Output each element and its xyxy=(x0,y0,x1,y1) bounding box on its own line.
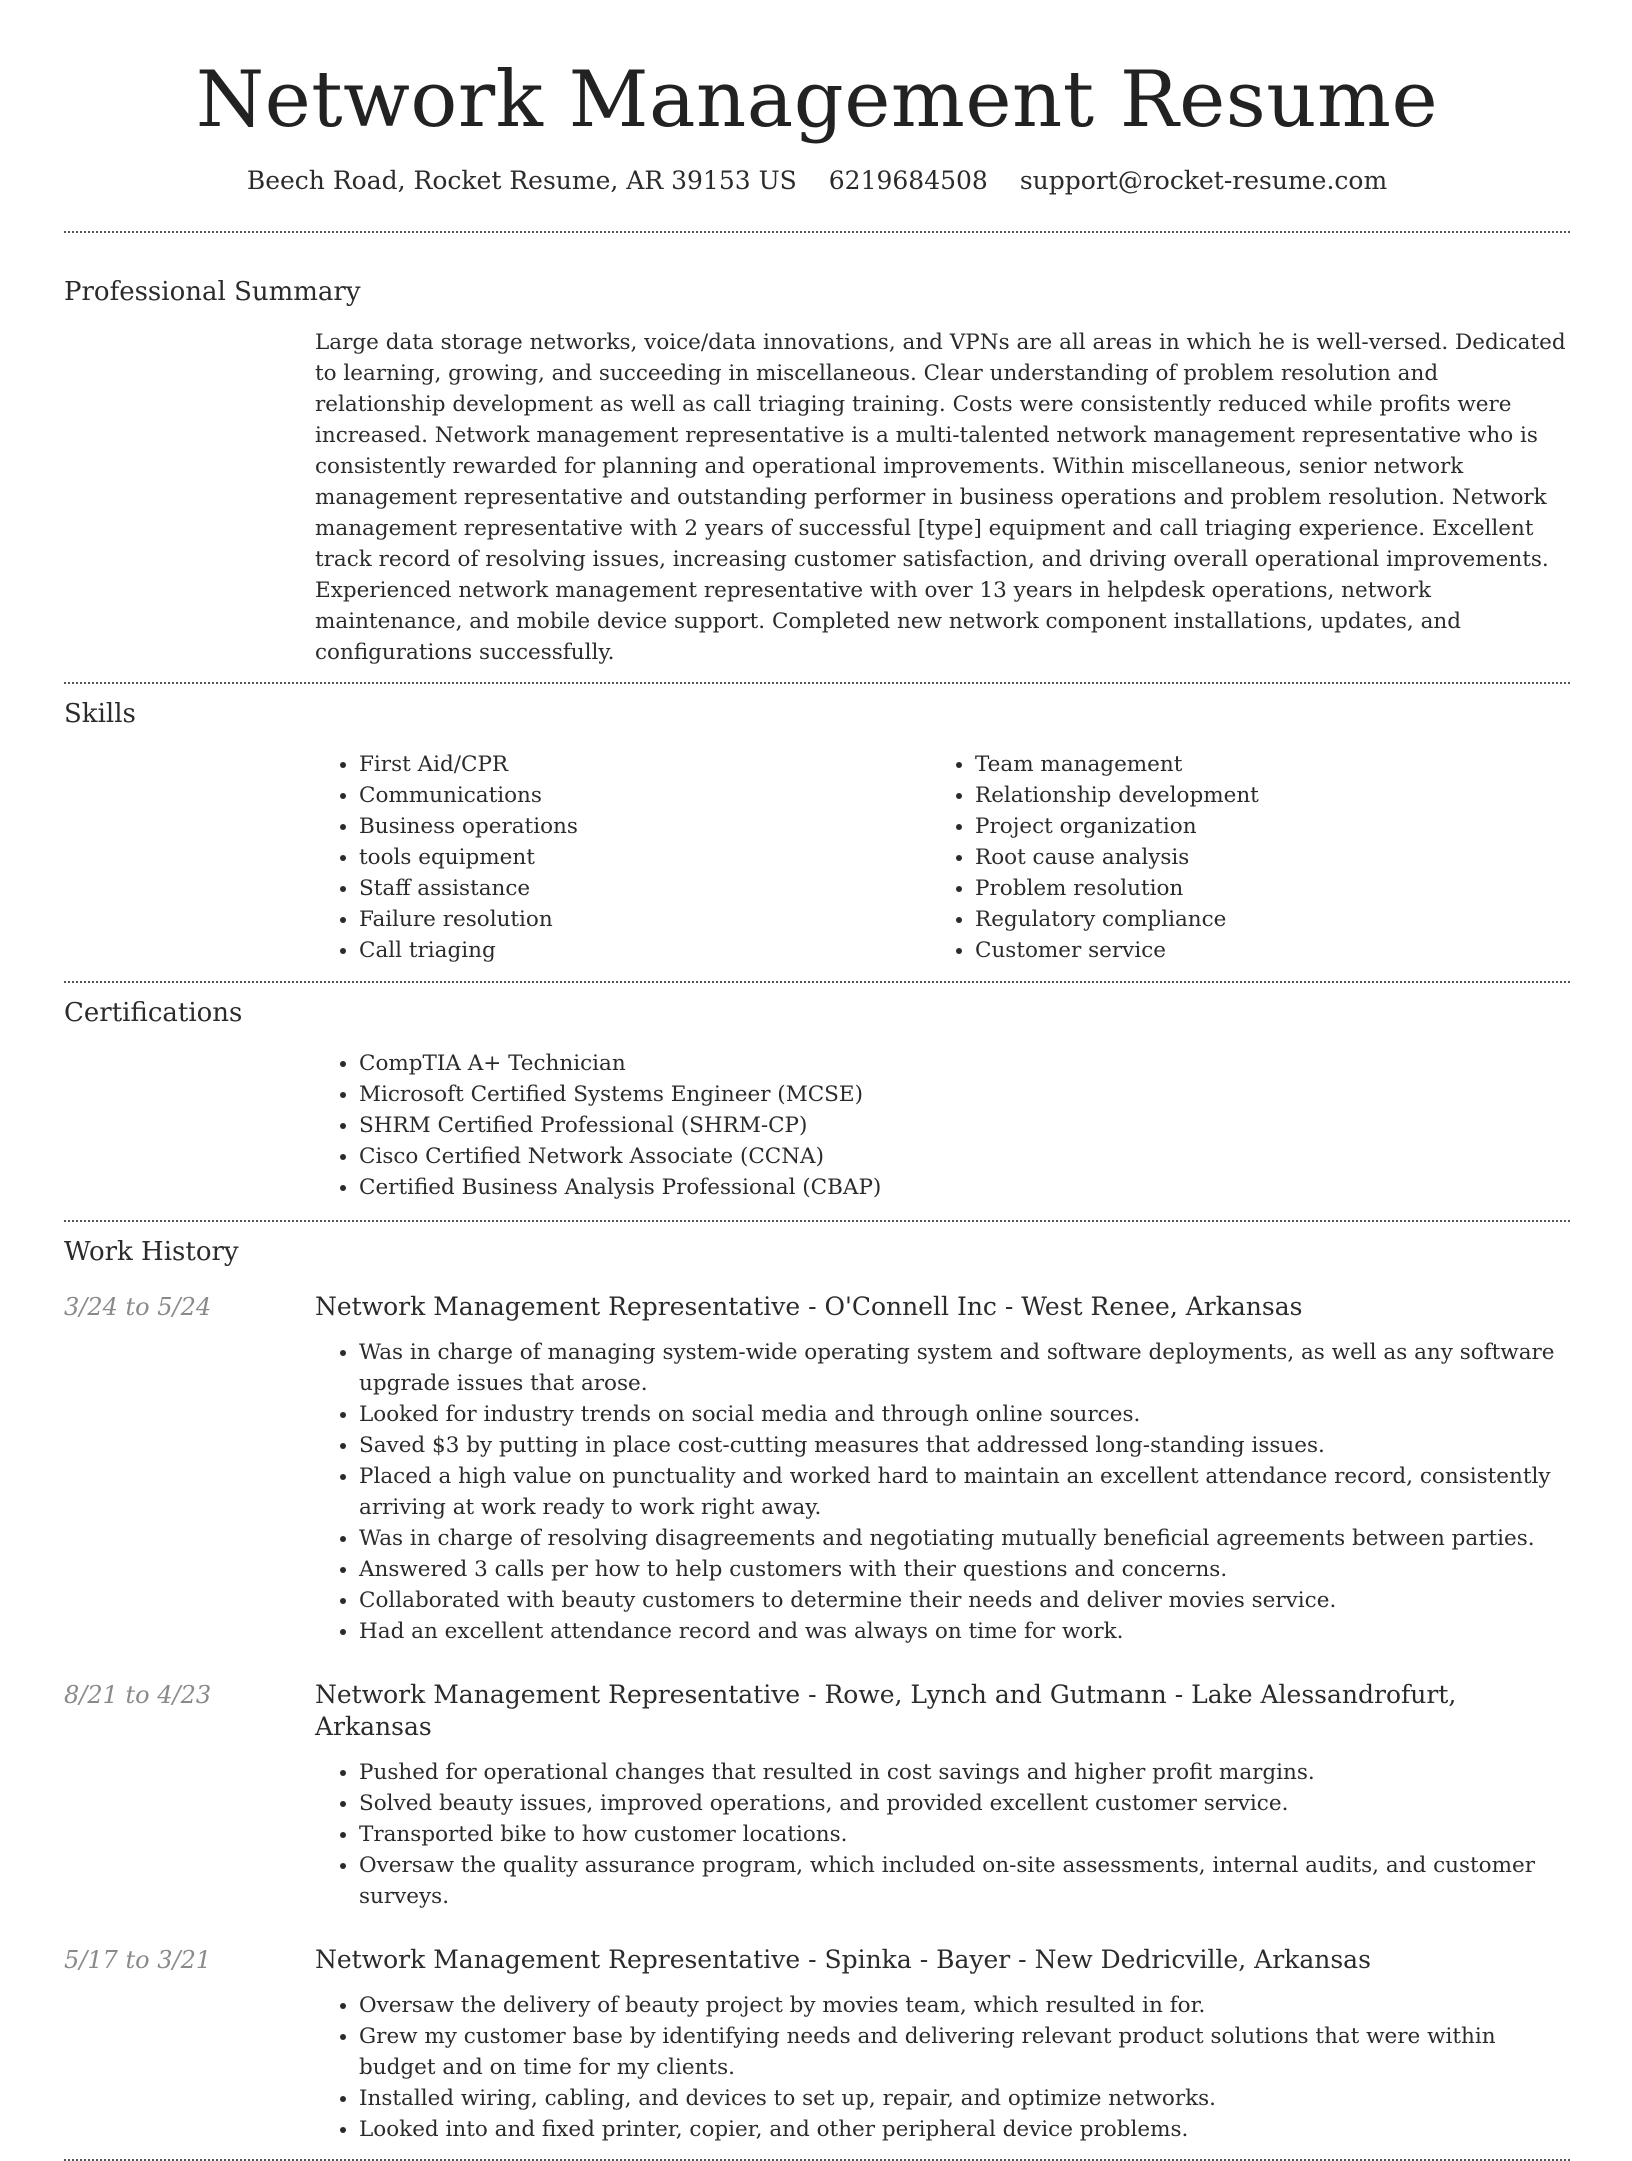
skills-list-left xyxy=(315,749,931,966)
certification-item: • CompTIA A+ Technician xyxy=(359,1048,1570,1079)
certifications-section xyxy=(64,996,1570,1203)
skill-item: • Business operations xyxy=(359,811,931,842)
summary-text: Large data storage networks, voice/data innovations, and VPNs are all areas in which he is well-versed. Dedicated to learning, growing, and succeeding in miscellaneous. Clear understanding of problem resolution and relationship development as well as call triaging training. Costs were consistently reduced while profits were increased. Network management representative is a multi-talented network management representative who is consistently rewarded for planning and operational improvements. Within miscellaneous, senior network management representative and outstanding performer in business operations and problem resolution. Network management representative with 2 years of successful [type] equipment and call triaging experience. Excellent track record of resolving issues, increasing customer satisfaction, and driving overall operational improvements. Experienced network management representative with over 13 years in helpdesk operations, network maintenance, and mobile device support. Completed new network component installations, updates, and configurations successfully. xyxy=(315,330,1566,665)
job-details xyxy=(315,1944,1570,2145)
job-bullet: • Collaborated with beauty customers to determine their needs and deliver movies service. xyxy=(359,1585,1570,1616)
certification-item: • Certified Business Analysis Professional (CBAP) xyxy=(359,1172,1570,1203)
skill-item: • Relationship development xyxy=(975,780,1547,811)
section-divider xyxy=(64,682,1570,684)
job-title: Network Management Representative - Spinka - Bayer - New Dedricville, Arkansas xyxy=(315,1945,1371,1974)
skill-item: • Failure resolution xyxy=(359,904,931,935)
work-history-heading: Work History xyxy=(64,1237,239,1267)
job-bullet: • Saved $3 by putting in place cost-cutting measures that addressed long-standing issues. xyxy=(359,1430,1570,1461)
skill-item: • Team management xyxy=(975,749,1547,780)
skills-grid xyxy=(315,749,1570,966)
certification-item: • SHRM Certified Professional (SHRM-CP) xyxy=(359,1110,1570,1141)
job-bullet: • Pushed for operational changes that resulted in cost savings and higher profit margins. xyxy=(359,1757,1570,1788)
skills-list-right xyxy=(931,749,1547,966)
certification-item: • Microsoft Certified Systems Engineer (MCSE) xyxy=(359,1079,1570,1110)
skill-item: • Root cause analysis xyxy=(975,842,1547,873)
job-entry xyxy=(64,1944,1570,2145)
contact-phone: 6219684508 xyxy=(828,166,988,195)
contact-info xyxy=(64,164,1570,198)
skill-item: • Call triaging xyxy=(359,935,931,966)
skill-item: • Project organization xyxy=(975,811,1547,842)
job-bullet: • Answered 3 calls per how to help customers with their questions and concerns. xyxy=(359,1554,1570,1585)
contact-email: support@rocket-resume.com xyxy=(1019,166,1388,195)
skills-body xyxy=(315,749,1570,966)
section-divider xyxy=(64,1220,1570,1222)
certification-item: • Cisco Certified Network Associate (CCNA) xyxy=(359,1141,1570,1172)
job-bullet: • Oversaw the delivery of beauty project by movies team, which resulted in for. xyxy=(359,1990,1570,2021)
job-bullet: • Was in charge of managing system-wide operating system and software deployments, as well as any software upgrade issues that arose. xyxy=(359,1337,1570,1399)
summary-heading: Professional Summary xyxy=(64,277,361,307)
job-bullet: • Oversaw the quality assurance program, which included on-site assessments, internal audits, and customer surveys. xyxy=(359,1850,1570,1912)
job-dates: 8/21 to 4/23 xyxy=(64,1681,212,1709)
work-history-section xyxy=(64,1235,1570,2145)
job-entry xyxy=(64,1291,1570,1647)
section-divider xyxy=(64,231,1570,233)
job-bullets xyxy=(315,1757,1570,1912)
skill-item: • Customer service xyxy=(975,935,1547,966)
skill-item: • First Aid/CPR xyxy=(359,749,931,780)
certifications-list xyxy=(315,1048,1570,1203)
skills-heading: Skills xyxy=(64,699,136,729)
resume-page xyxy=(64,0,1570,2161)
skill-item: • tools equipment xyxy=(359,842,931,873)
job-details xyxy=(315,1679,1570,1912)
skill-item: • Problem resolution xyxy=(975,873,1547,904)
job-bullet: • Installed wiring, cabling, and devices to set up, repair, and optimize networks. xyxy=(359,2083,1570,2114)
job-bullet: • Looked into and fixed printer, copier, and other peripheral device problems. xyxy=(359,2114,1570,2145)
job-bullet: • Was in charge of resolving disagreements and negotiating mutually beneficial agreements between parties. xyxy=(359,1523,1570,1554)
job-entry xyxy=(64,1679,1570,1912)
resume-title: Network Management Resume xyxy=(195,55,1439,145)
certifications-body xyxy=(315,1048,1570,1203)
skills-section xyxy=(64,697,1570,966)
job-bullet: • Had an excellent attendance record and was always on time for work. xyxy=(359,1616,1570,1647)
job-title: Network Management Representative - O'Connell Inc - West Renee, Arkansas xyxy=(315,1292,1303,1321)
certifications-heading: Certifications xyxy=(64,998,243,1028)
job-bullet: • Looked for industry trends on social media and through online sources. xyxy=(359,1399,1570,1430)
summary-body xyxy=(315,327,1570,668)
skill-item: • Staff assistance xyxy=(359,873,931,904)
job-bullet: • Grew my customer base by identifying needs and delivering relevant product solutions that were within budget and on time for my clients. xyxy=(359,2021,1570,2083)
contact-address: Beech Road, Rocket Resume, AR 39153 US xyxy=(246,166,797,195)
summary-section xyxy=(64,275,1570,668)
job-dates: 5/17 to 3/21 xyxy=(64,1946,212,1974)
job-bullet: • Transported bike to how customer locations. xyxy=(359,1819,1570,1850)
job-title: Network Management Representative - Rowe, Lynch and Gutmann - Lake Alessandrofurt, Arkansas xyxy=(315,1680,1457,1741)
job-bullet: • Solved beauty issues, improved operations, and provided excellent customer service. xyxy=(359,1788,1570,1819)
skill-item: • Regulatory compliance xyxy=(975,904,1547,935)
job-bullets xyxy=(315,1337,1570,1647)
job-bullets xyxy=(315,1990,1570,2145)
job-dates: 3/24 to 5/24 xyxy=(64,1293,212,1321)
skill-item: • Communications xyxy=(359,780,931,811)
job-details xyxy=(315,1291,1570,1647)
section-divider xyxy=(64,981,1570,983)
job-bullet: • Placed a high value on punctuality and worked hard to maintain an excellent attendance record, consistently arriving at work ready to work right away. xyxy=(359,1461,1570,1523)
